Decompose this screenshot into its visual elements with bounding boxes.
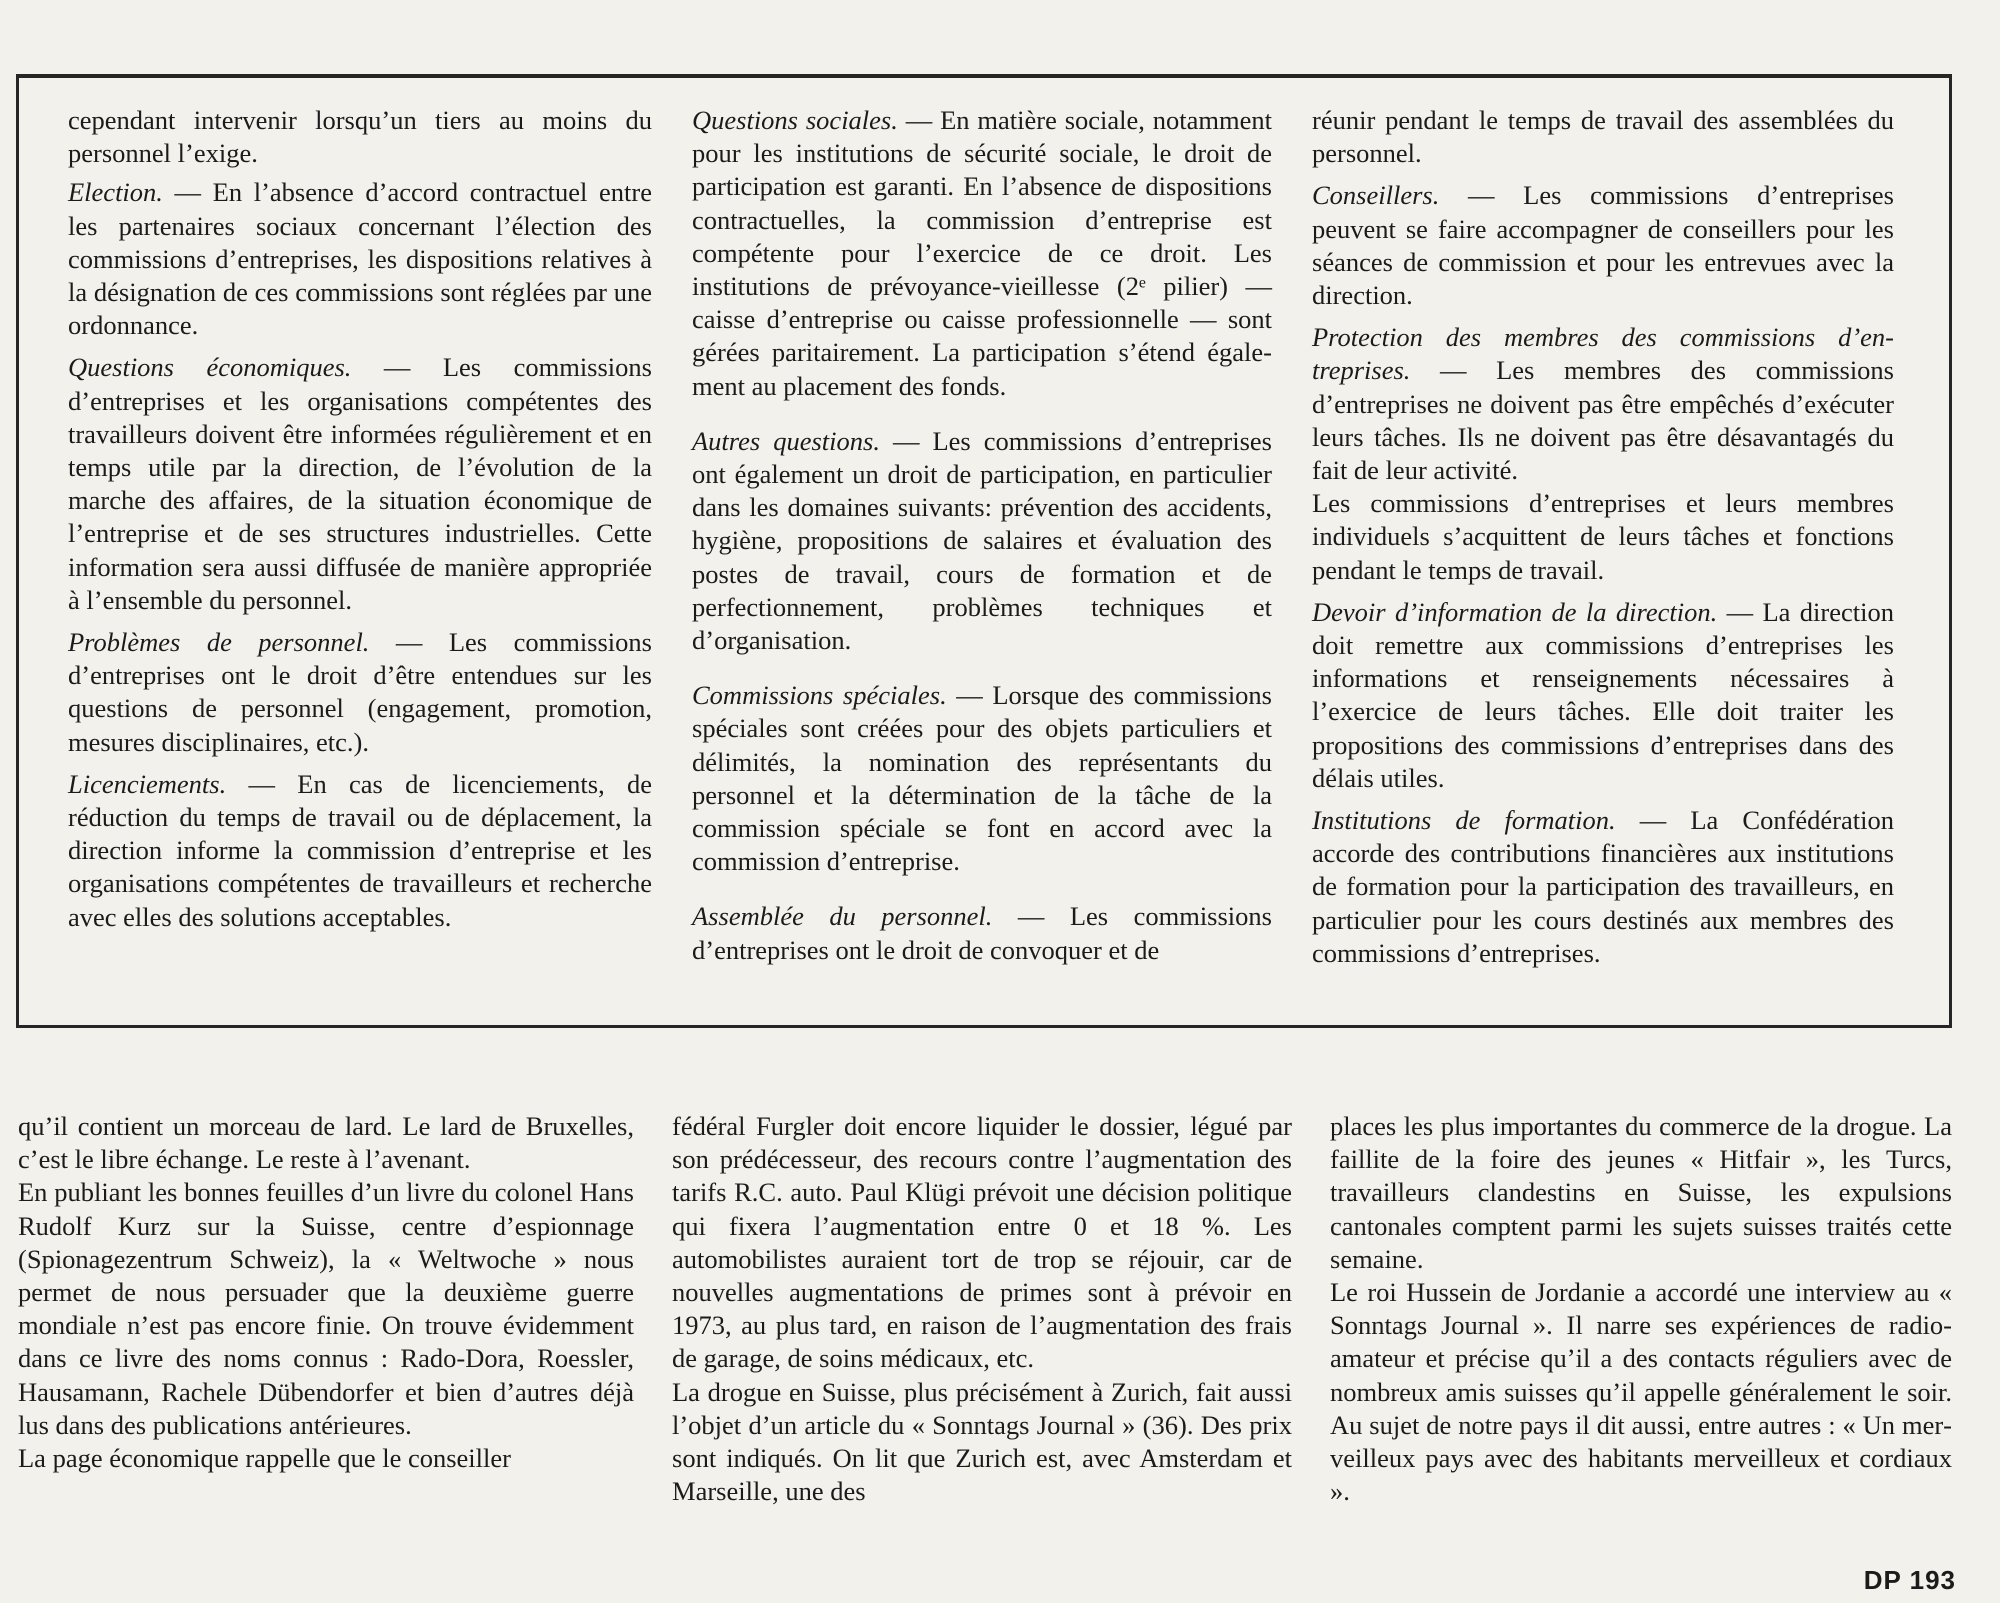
- paragraph: Autres questions. — Les commissions d’entreprises ont également un droit de participation, en particulier dans les domaines suivants: prévention des accidents, hygiène, propositions de salaires et évaluation des postes de travail, cours de formation et de perfectionnement, problèmes techniques et d’organisation.: [692, 425, 1272, 656]
- paragraph: Protection des membres des commissions d’entreprises. — Les membres des commissions d’entreprises ne doivent pas être empêchés d’exécuter leurs tâches. Ils ne doivent pas être désavantagés du fait de leur activité.: [1312, 322, 1894, 486]
- paragraph: fédéral Furgler doit encore liquider le dossier, légué par son prédécesseur, des recours contre l’augmentation des tarifs R.C. auto. Paul Klügi prévoit une décision politique qui fixera l’augmentation entre 0 et 18 %. Les automobilistes auraient tort de trop se réjouir, car de nouvelles augmentations de primes sont à prévoir en 1973, au plus tard, en raison de l’augmentation des frais de garage, de soins médicaux, etc.: [672, 1111, 1292, 1374]
- article-column-3: [1330, 1110, 1952, 1508]
- boxed-column-3: [1312, 104, 1894, 970]
- paragraph-heading: Devoir d’information de la direction.: [1312, 596, 1718, 627]
- paragraph-heading: Protection des membres des commissions d’entreprises.: [1312, 322, 1894, 386]
- paragraph: Devoir d’information de la direction. — La direction doit remettre aux commissions d’entreprises les informations et renseignements nécessaires à l’exercice de leurs tâches. Elle doit traiter les propositions des commissions d’entreprises dans des délais utiles.: [1312, 596, 1894, 793]
- paragraph-heading: Questions sociales.: [692, 105, 898, 135]
- page-number: DP 193: [1863, 1565, 1956, 1595]
- paragraph: Les commissions d’entreprises et leurs membres individuels s’acquittent de leurs tâches et fonctions pendant le temps de travail.: [1312, 488, 1894, 585]
- paragraph: Questions économiques. — Les commissions d’entreprises et les organisations compétentes des travailleurs doivent être informées régulièrement et en temps utile par la direction, de l’évolution de la marche des affaires, de la situation économique de l’entreprise et de ses structures industrielles. Cette information sera aussi diffusée de manière appropriée à l’ensemble du personnel.: [68, 352, 652, 615]
- paragraph-heading: Questions économiques.: [68, 352, 352, 383]
- paragraph: Problèmes de personnel. — Les commissions d’entreprises ont le droit d’être entendues sur les questions de personnel (engagement, promotion, mesures disciplinaires, etc.).: [68, 627, 652, 757]
- paragraph-heading: Commissions spéciales.: [692, 680, 947, 711]
- paragraph-heading: Assemblée du personnel.: [692, 901, 993, 932]
- paragraph: En publiant les bonnes feuilles d’un livre du colonel Hans Rudolf Kurz sur la Suisse, centre d’espionnage (Spionagezentrum Schweiz), la « Weltwoche » nous permet de nous persuader que la deuxième guerre mondiale n’est pas encore finie. On trouve évidemment dans ce livre des noms connus : Rado-Dora, Roessler, Hausamann, Rachele Dübendorfer et bien d’autres déjà lus dans des publications antérieures.: [18, 1177, 634, 1440]
- paragraph-heading: Autres questions.: [692, 425, 880, 456]
- paragraph: Commissions spéciales. — Lorsque des commissions spéciales sont créées pour des objets particuliers et délimités, la nomination des représentants du personnel et la détermination de la tâche de la commission spéciale se font en accord avec la commission d’entreprise.: [692, 680, 1272, 877]
- paragraph: qu’il contient un morceau de lard. Le lard de Bruxelles, c’est le libre échange. Le reste à l’avenant.: [18, 1111, 634, 1175]
- paragraph: places les plus importantes du commerce de la drogue. La faillite de la foire des jeunes « Hitfair », les Turcs, travailleurs clandestins en Suisse, les expulsions cantonales comptent parmi les sujets suisses traités cette semaine.: [1330, 1111, 1952, 1274]
- boxed-column-2: [692, 104, 1272, 967]
- paragraph: Election. — En l’absence d’accord contractuel entre les partenaires sociaux concernant l’élection des commissions d’entreprises, les dispositions relatives à la désignation de ces commissions sont réglées par une ordonnance.: [68, 177, 652, 341]
- paragraph-heading: Problèmes de personnel.: [68, 627, 370, 658]
- paragraph-heading: Institutions de formation.: [1312, 805, 1616, 836]
- paragraph: Le roi Hussein de Jordanie a accordé une interview au « Sonntags Journal ». Il narre ses expériences de radio-amateur et précise qu’il a des contacts réguliers avec de nombreux amis suisses qu’il appelle généralement le soir. Au sujet de notre pays il dit aussi, entre autres : « Un merveilleux pays avec des habitants merveilleux et cordiaux ».: [1330, 1277, 1952, 1507]
- paragraph: Assemblée du personnel. — Les commissions d’entreprises ont le droit de convoquer et de: [692, 901, 1272, 965]
- paragraph: La drogue en Suisse, plus précisément à Zurich, fait aussi l’objet d’un article du « Sonntags Journal » (36). Des prix sont indiqués. On lit que Zurich est, avec Amsterdam et Marseille, une des: [672, 1376, 1292, 1507]
- paragraph-heading: Licenciements.: [68, 768, 227, 799]
- paragraph: Licenciements. — En cas de licenciements, de réduction du temps de travail ou de déplacement, la direction informe la commission d’entreprise et les organisations compétentes de travailleurs et recherche avec elles des solutions acceptables.: [68, 768, 652, 932]
- paragraph-heading: Election.: [68, 177, 163, 208]
- paragraph: Institutions de formation. — La Confédération accorde des contributions financières aux institutions de formation pour la participation des travailleurs, en particulier pour les cours destinés aux membres des commissions d’entreprises.: [1312, 805, 1894, 968]
- boxed-column-1: [68, 104, 652, 934]
- paragraph-heading: Conseillers.: [1312, 180, 1440, 211]
- paragraph: réunir pendant le temps de travail des assemblées du personnel.: [1312, 105, 1894, 169]
- paragraph: cependant intervenir lorsqu’un tiers au moins du personnel l’exige.: [68, 105, 652, 169]
- paragraph: Conseillers. — Les commissions d’entreprises peuvent se faire accompagner de conseillers pour les séances de commission et pour les entrevues avec la direction.: [1312, 180, 1894, 311]
- article-column-2: [672, 1110, 1292, 1508]
- paragraph: La page économique rappelle que le conseiller: [18, 1443, 511, 1474]
- article-column-1: [18, 1110, 634, 1475]
- paragraph: Questions sociales. — En matière sociale, notamment pour les institutions de sécurité sociale, le droit de participation est garanti. En l’absence de dispositions contractuelles, la commission d’entreprise est compétente pour l’exercice de ce droit. Les institutions de prévoyance-vieillesse (2ᵉ pilier) — caisse d’entreprise ou caisse professionnelle — sont gérées paritairement. La participation s’étend également au placement des fonds.: [692, 105, 1273, 401]
